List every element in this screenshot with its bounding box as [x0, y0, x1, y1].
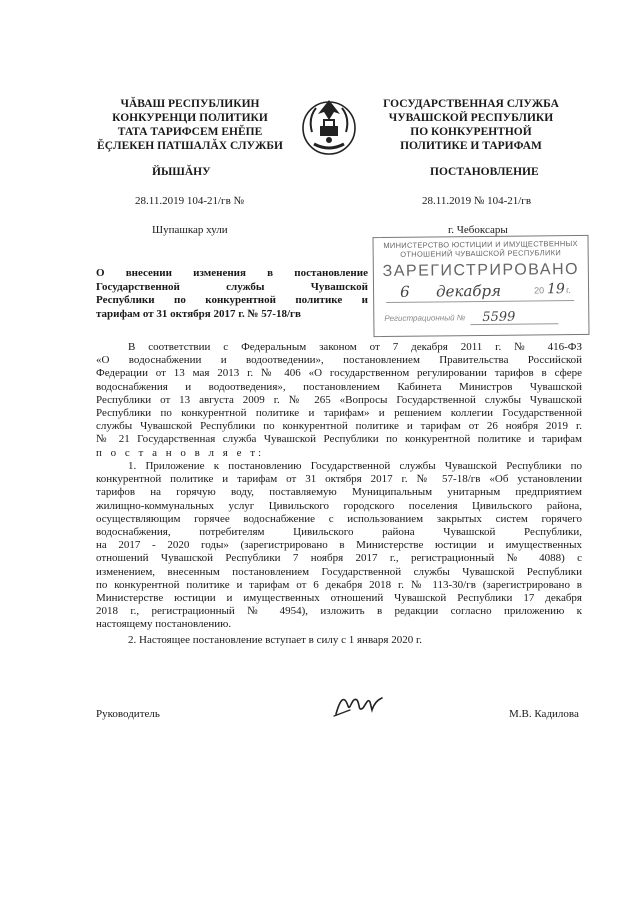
doc-type-right: ПОСТАНОВЛЕНИЕ [430, 166, 539, 178]
stamp-ministry-line: МИНИСТЕРСТВО ЮСТИЦИИ И ИМУЩЕСТВЕННЫХ [383, 238, 578, 251]
item1-line: по конкурентной политике и тарифам от 6 декабря 2018 г. № 113-30/гв (зарегистрировано в [96, 578, 582, 591]
body-line: № 21 Государственная служба Чувашской Республики по конкурентной политике и тарифам [96, 433, 582, 446]
subject-line: тарифам от 31 октября 2017 г. № 57-18/гв [96, 307, 301, 320]
stamp-day: 6 [399, 282, 410, 301]
stamp-month: декабря [435, 281, 502, 301]
chuvash-emblem-icon [298, 92, 360, 158]
stamp-reg-number: 5599 [482, 309, 516, 325]
item1-line: конкурентной политике и тарифам от 31 октября 2017 г. № 57-18/гв «Об установлении [96, 473, 582, 486]
document-subject [96, 267, 368, 321]
stamp-year-suffix: г. [565, 285, 571, 296]
body-line: Федерации от 13 мая 2013 г. № 406 «О государственном регулировании тарифов в сфере [96, 367, 582, 380]
item1-line: 2018 г., регистрационный № 4954), изложить в редакции согласно приложению к [96, 605, 582, 618]
city-right: г. Чебоксары [448, 224, 508, 236]
header-left-org [90, 97, 290, 153]
item1-line: тарифов на горячую воду, поставляемую Муниципальным унитарным предприятием [96, 486, 582, 499]
item1-line: осуществляющим горячее водоснабжение с использованием закрытых систем горячего [96, 512, 582, 525]
stamp-registered: ЗАРЕГИСТРИРОВАНО [382, 260, 580, 281]
body-preamble [96, 341, 582, 460]
item1-line: водоснабжения, потребителям Цивильского района Чувашской Республики, [96, 526, 582, 539]
header-right-line: ПОЛИТИКЕ И ТАРИФАМ [400, 140, 542, 152]
handwritten-signature-icon [330, 686, 390, 722]
doc-type-left: ЙЫШĂНУ [152, 166, 211, 178]
header-left-line: КОНКУРЕНЦИ ПОЛИТИКИ [112, 112, 268, 124]
header-right-line: ЧУВАШСКОЙ РЕСПУБЛИКИ [388, 112, 554, 124]
item1-line: на 2017 - 2020 годы» (зарегистрировано в Министерстве юстиции и имущественных [96, 539, 582, 552]
body-item-2 [96, 634, 582, 647]
body-item-1 [96, 460, 582, 632]
date-number-left: 28.11.2019 104-21/гв № [135, 195, 245, 207]
header-right-line: ГОСУДАРСТВЕННАЯ СЛУЖБА [383, 98, 559, 110]
body-line: В соответствии с Федеральным законом от 7 декабря 2011 г. № 416-ФЗ [128, 341, 582, 353]
stamp-reg-label: Регистрационный № [384, 313, 466, 324]
subject-line: Государственной службы Чувашской [96, 280, 368, 293]
subject-line: Республики по конкурентной политике и [96, 294, 368, 306]
registration-stamp [372, 235, 589, 337]
body-line: службы Чувашской Республики по конкурентной политике и тарифам от 26 ноября 2019 г. [96, 420, 582, 433]
header-left-line: ТАТА ТАРИФСЕМ ЕНĔПЕ [117, 126, 263, 138]
body-line: «О водоснабжении и водоотведении», постановлением Правительства Российской [96, 354, 582, 367]
header-left-line: ĔÇЛЕКЕН ПАТШАЛĂХ СЛУЖБИ [97, 140, 283, 152]
header-left-line: ЧĂВАШ РЕСПУБЛИКИН [120, 98, 260, 110]
date-number-right: 28.11.2019 № 104-21/гв [422, 195, 532, 207]
body-line: Республики по конкурентной политике и тарифам» и решением коллегии Государственной [96, 407, 582, 420]
city-left: Шупашкар хули [152, 224, 228, 236]
body-line: водоснабжения и водоотведения», постановлением Кабинета Министров Чувашской [96, 380, 582, 393]
stamp-date-underline [386, 300, 574, 303]
signature-position: Руководитель [96, 708, 160, 720]
item2-line: 2. Настоящее постановление вступает в силу с 1 января 2020 г. [128, 634, 422, 646]
signature-name: М.В. Кадилова [509, 708, 579, 720]
stamp-date-row [374, 281, 588, 305]
stamp-year: 19 [546, 281, 565, 298]
item1-line: изменением, внесенным постановлением Государственной службы Чувашской Республики [96, 565, 582, 578]
stamp-year-prefix: 20 [533, 285, 545, 296]
header-right-org [368, 97, 574, 153]
stamp-reg-underline [470, 323, 558, 325]
item1-line: настоящему постановлению. [96, 618, 232, 631]
body-line: Республики от 13 августа 2009 г. № 265 «Вопросы Государственной службы Чувашской [96, 393, 582, 406]
header-right-line: ПО КОНКУРЕНТНОЙ [410, 126, 532, 138]
item1-line: 1. Приложение к постановлению Государственной службы Чувашской Республики по [128, 460, 582, 472]
item1-line: отношений Чувашской Республики 7 ноября 2017 г., регистрационный № 4088) с [96, 552, 582, 565]
decree-word: п о с т а н о в л я е т: [96, 446, 265, 459]
stamp-reg-row [374, 309, 588, 327]
item1-line: жилищно-коммунальных услуг Цивильского городского поселения Цивильского района, [96, 499, 582, 512]
subject-line: О внесении изменения в постановление [96, 267, 368, 279]
stamp-ministry-line: ОТНОШЕНИЙ ЧУВАШСКОЙ РЕСПУБЛИКИ [400, 248, 562, 259]
item1-line: Министерстве юстиции и имущественных отношений Чувашской Республики 17 декабря [96, 592, 582, 605]
